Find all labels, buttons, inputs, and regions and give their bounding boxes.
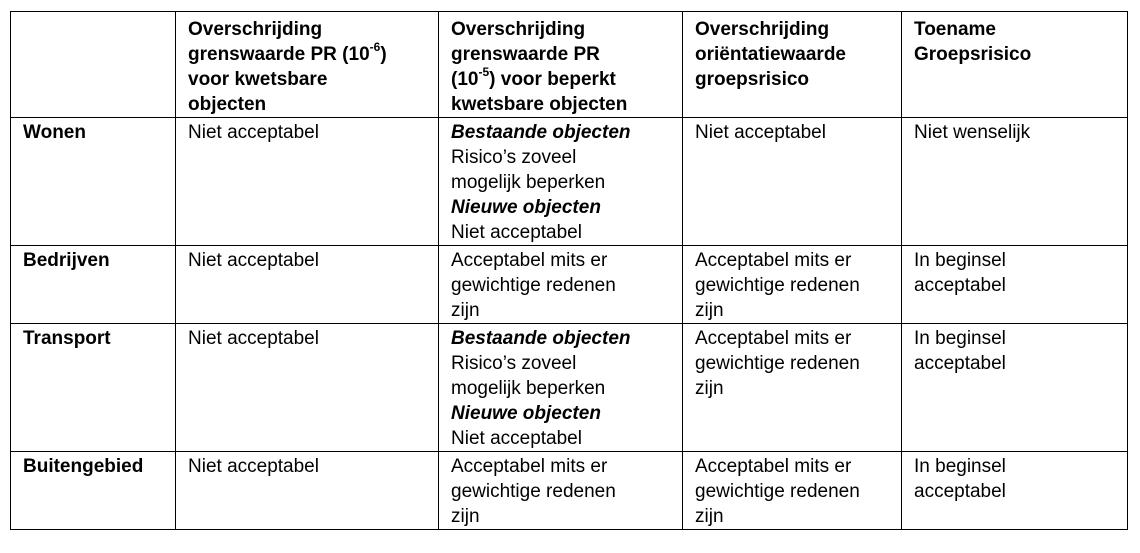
- table-row-wonen: [11, 118, 1128, 246]
- cell-text: In beginsel: [914, 250, 1006, 271]
- cell-text: Acceptabel mits er: [695, 456, 852, 477]
- cell-text: gewichtige redenen: [695, 353, 860, 374]
- cell-text: zijn: [695, 300, 724, 321]
- table-cell: [902, 246, 1128, 324]
- header-text: Overschrijding: [188, 19, 323, 40]
- table-cell: [439, 452, 683, 530]
- table-row-transport: [11, 324, 1128, 452]
- table-cell: Niet acceptabel: [176, 324, 439, 452]
- cell-text: acceptabel: [914, 481, 1006, 502]
- cell-text: Acceptabel mits er: [695, 328, 852, 349]
- header-cell-groepsrisico-orientatie: [683, 12, 902, 118]
- cell-text: Niet acceptabel: [451, 428, 582, 449]
- cell-text: Risico’s zoveel: [451, 147, 577, 168]
- header-cell-pr-beperkt-kwetsbaar: [439, 12, 683, 118]
- header-text: objecten: [188, 94, 267, 115]
- cell-text: Acceptabel mits er: [695, 250, 852, 271]
- header-text: kwetsbare objecten: [451, 94, 628, 115]
- header-cell-toename-groepsrisico: [902, 12, 1128, 118]
- header-text: voor kwetsbare: [188, 69, 328, 90]
- cell-text: zijn: [695, 378, 724, 399]
- header-text: oriëntatiewaarde: [695, 44, 846, 65]
- table-cell: [439, 118, 683, 246]
- table-header-row: [11, 12, 1128, 118]
- header-cell-pr-kwetsbaar: [176, 12, 439, 118]
- table-cell: [439, 324, 683, 452]
- cell-text: mogelijk beperken: [451, 172, 606, 193]
- cell-text: Niet acceptabel: [451, 222, 582, 243]
- cell-text: gewichtige redenen: [451, 275, 616, 296]
- cell-text: zijn: [451, 300, 480, 321]
- row-label: Bedrijven: [11, 246, 176, 324]
- cell-text: Acceptabel mits er: [451, 250, 608, 271]
- cell-subheading: Bestaande objecten: [451, 122, 631, 143]
- header-text: $(10^{-5})$ voor beperkt: [451, 64, 616, 90]
- header-cell-empty: [11, 12, 176, 118]
- header-text: Overschrijding: [695, 19, 830, 40]
- table-cell: [683, 324, 902, 452]
- cell-text: gewichtige redenen: [695, 481, 860, 502]
- table-row-buitengebied: [11, 452, 1128, 530]
- header-text: grenswaarde PR: [451, 44, 600, 65]
- table-cell: [683, 246, 902, 324]
- cell-text: acceptabel: [914, 275, 1006, 296]
- row-label: Buitengebied: [11, 452, 176, 530]
- table-cell: Niet acceptabel: [176, 246, 439, 324]
- table-cell: Niet acceptabel: [683, 118, 902, 246]
- cell-subheading: Nieuwe objecten: [451, 197, 601, 218]
- cell-text: gewichtige redenen: [695, 275, 860, 296]
- header-text: groepsrisico: [695, 69, 810, 90]
- cell-text: zijn: [695, 506, 724, 527]
- table-cell: Niet wenselijk: [902, 118, 1128, 246]
- row-label: Transport: [11, 324, 176, 452]
- header-text: grenswaarde PR $(10^{-6})$: [188, 39, 387, 65]
- cell-text: mogelijk beperken: [451, 378, 606, 399]
- table-cell: [439, 246, 683, 324]
- header-text: Toename: [914, 19, 997, 40]
- table-cell: Niet acceptabel: [176, 452, 439, 530]
- risk-assessment-table: [10, 11, 1128, 530]
- table-cell: [902, 324, 1128, 452]
- cell-subheading: Nieuwe objecten: [451, 403, 601, 424]
- cell-subheading: Bestaande objecten: [451, 328, 631, 349]
- cell-text: zijn: [451, 506, 480, 527]
- header-text: Overschrijding: [451, 19, 586, 40]
- table-cell: [902, 452, 1128, 530]
- cell-text: Risico’s zoveel: [451, 353, 577, 374]
- table-cell: Niet acceptabel: [176, 118, 439, 246]
- cell-text: In beginsel: [914, 456, 1006, 477]
- table-row-bedrijven: [11, 246, 1128, 324]
- table-cell: [683, 452, 902, 530]
- cell-text: gewichtige redenen: [451, 481, 616, 502]
- cell-text: Acceptabel mits er: [451, 456, 608, 477]
- cell-text: In beginsel: [914, 328, 1006, 349]
- header-text: Groepsrisico: [914, 44, 1032, 65]
- cell-text: acceptabel: [914, 353, 1006, 374]
- row-label: Wonen: [11, 118, 176, 246]
